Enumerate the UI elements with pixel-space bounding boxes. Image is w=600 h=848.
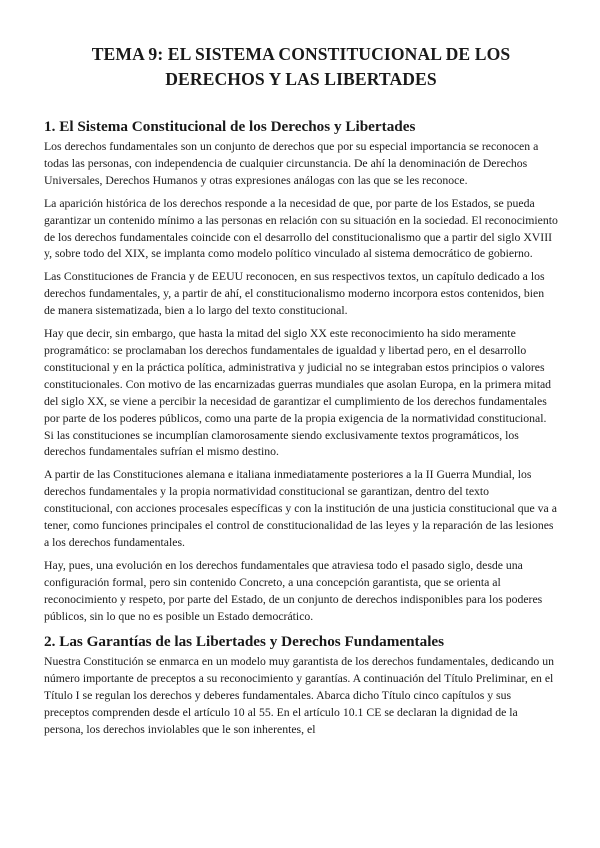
- paragraph: Hay que decir, sin embargo, que hasta la mitad del siglo XX este reconocimiento ha sido meramente programático: se proclamaban los derechos fundamentales de igualdad y libertad pero, en el desarrollo constitucional y en la práctica política, administrativa y judicial no se integraban estos principios o valores constitucionales. Con motivo de las encarnizadas guerras mundiales que asolan Europa, en la primera mitad del siglo XX, se viene a percibir la necesidad de garantizar el cumplimiento de los derechos fundamentales por parte de los poderes públicos, como una parte de la propia exigencia de la normatividad constitucional. Si las constituciones se incumplían clamorosamente siendo exclusivamente textos programáticos, los derechos fundamentales sufrían el mismo destino.: [44, 327, 552, 459]
- document-title: TEMA 9: EL SISTEMA CONSTITUCIONAL DE LOS DERECHOS Y LAS LIBERTADES: [91, 44, 511, 89]
- paragraph: Nuestra Constitución se enmarca en un modelo muy garantista de los derechos fundamentales, dedicando un número importante de preceptos a su reconocimiento y garantías. A continuación del Título Preliminar, en el Título I se regulan los derechos y deberes fundamentales. Abarca dicho Título cinco capítulos y sus preceptos comprenden desde el artículo 10 al 55. En el artículo 10.1 CE se declaran la dignidad de la persona, los derechos inviolables que le son inherentes, el: [44, 655, 554, 737]
- paragraph: A partir de las Constituciones alemana e italiana inmediatamente posteriores a la II Guerra Mundial, los derechos fundamentales y la propia normatividad constitucional se garantizan, dentro del texto constitucional, con acciones procesales específicas y con la institución de una justicia constitucional que va a tener, como funciones principales el control de constitucionalidad de las leyes y la reparación de las lesiones a los derechos fundamentales.: [44, 468, 557, 549]
- paragraph: Los derechos fundamentales son un conjunto de derechos que por su especial importancia se reconocen a todas las personas, con independencia de cualquier circunstancia. De ahí la denominación de Derechos Universales, Derechos Humanos y otras expresiones análogas con las que se les reconoce.: [44, 140, 539, 187]
- paragraph: Hay, pues, una evolución en los derechos fundamentales que atraviesa todo el pasado siglo, desde una configuración formal, pero sin contenido Concreto, a una concepción garantista, que se orienta al reconocimiento y respeto, por parte del Estado, de un conjunto de derechos indisponibles para los poderes públicos, sin lo que no es posible un Estado democrático.: [44, 558, 543, 623]
- section-1-heading: 1. El Sistema Constitucional de los Derechos y Libertades: [44, 118, 416, 135]
- section-1: [44, 118, 558, 625]
- section-2: [44, 633, 558, 739]
- section-2-heading: 2. Las Garantías de las Libertades y Derechos Fundamentales: [44, 633, 445, 651]
- document-page: [44, 42, 558, 745]
- paragraph: La aparición histórica de los derechos responde a la necesidad de que, por parte de los Estados, se pueda garantizar un contenido mínimo a las personas en relación con su situación en la sociedad. El reconocimiento de los derechos fundamentales coincide con el desarrollo del constitucionalismo que a partir del siglo XVIII y, sobre todo del XIX, se implanta como modelo político vinculado al sistema democrático de gobierno.: [44, 196, 558, 261]
- paragraph: Las Constituciones de Francia y de EEUU reconocen, en sus respectivos textos, un capítulo dedicado a los derechos fundamentales, y, a partir de ahí, el constitucionalismo moderno incorpora estos contenidos, bien de manera sistematizada, bien a lo largo del texto constitucional.: [44, 270, 545, 318]
